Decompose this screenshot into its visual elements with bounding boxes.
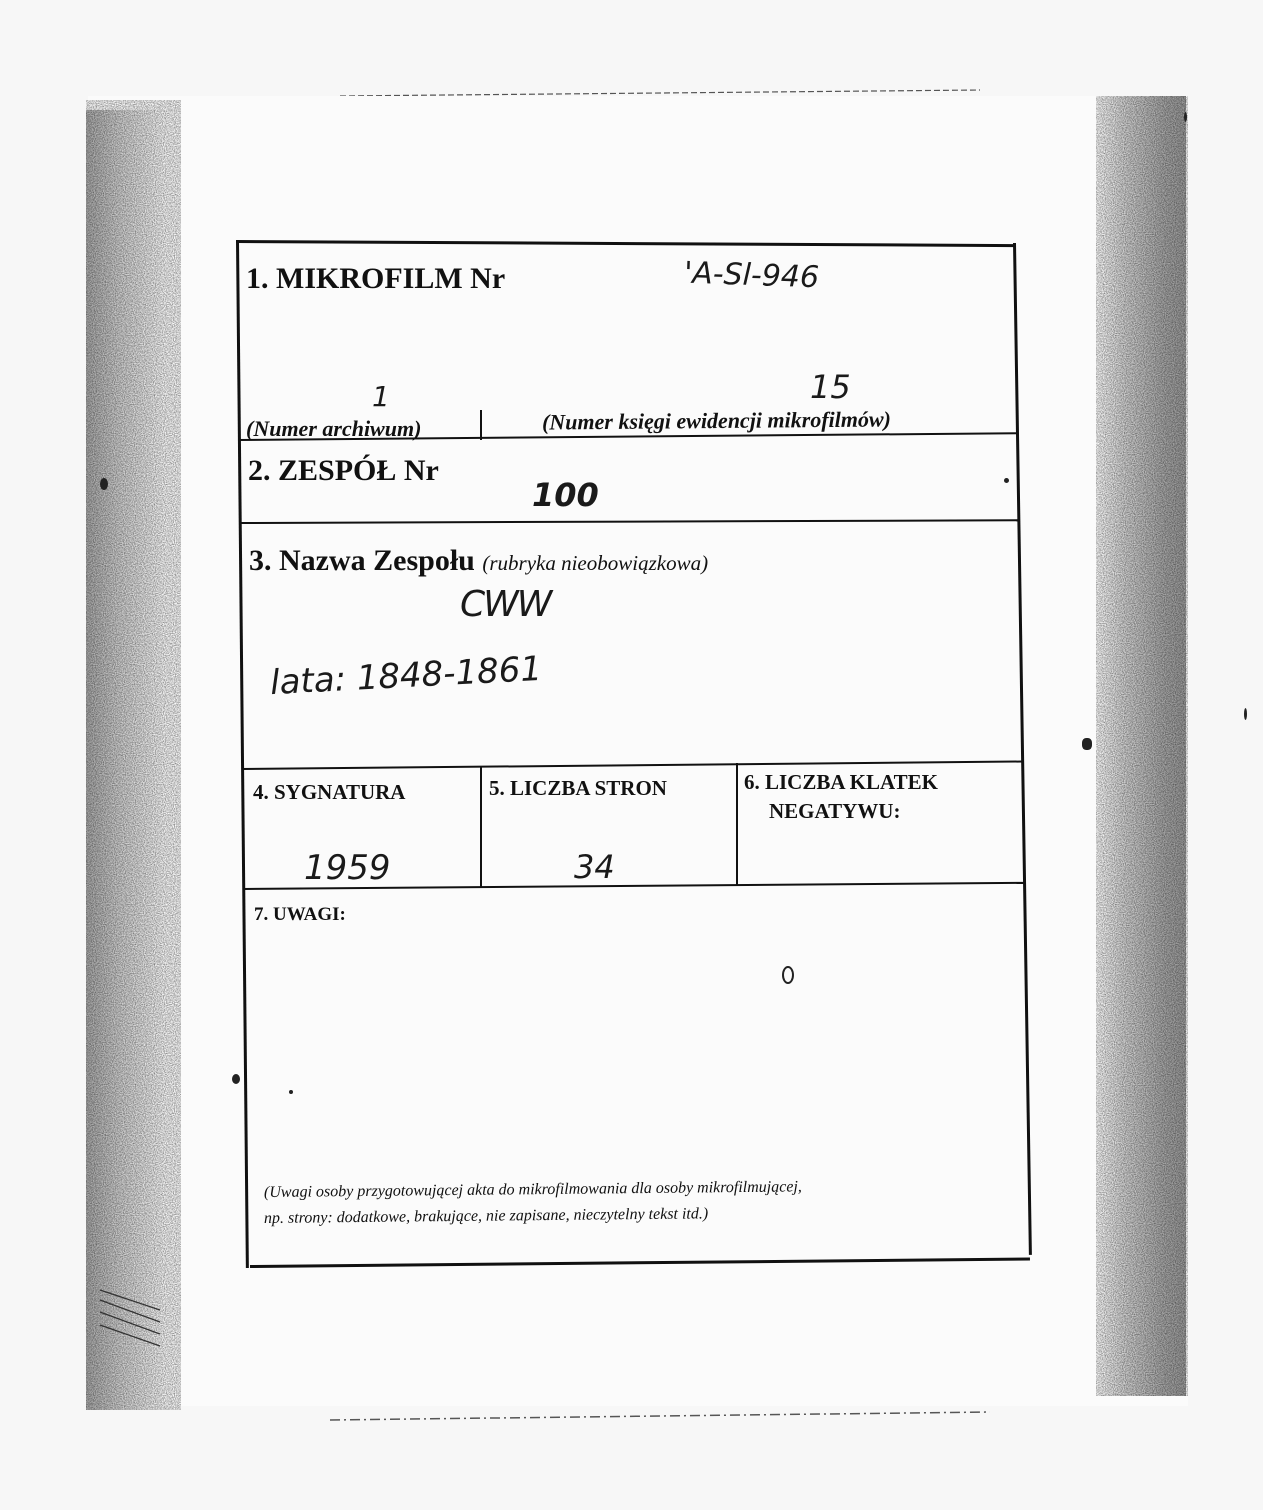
scan-speck <box>100 478 108 490</box>
nazwa-zespolu-title: 3. Nazwa Zespołu <box>249 544 475 577</box>
ledger-number-label: (Numer księgi ewidencji mikrofilmów) <box>541 406 892 435</box>
form-border-right <box>1013 243 1032 1255</box>
zespol-number-value: 100 <box>532 476 599 514</box>
nazwa-zespolu-value: CWW <box>460 584 551 625</box>
scan-speck <box>1004 478 1009 483</box>
nazwa-zespolu-heading <box>249 544 708 578</box>
form-border-top <box>236 240 1016 247</box>
scan-speck <box>1184 112 1187 122</box>
divider-section-2 <box>239 519 1019 524</box>
sygnatura-value: 1959 <box>304 848 391 888</box>
form-border-left <box>236 240 249 1268</box>
divider-section-3 <box>242 761 1022 770</box>
liczba-stron-value: 34 <box>574 848 615 886</box>
uwagi-note-line1: (Uwagi osoby przygotowującej akta do mikrofilmowania dla osoby mikrofilmującej, <box>263 1178 802 1201</box>
ledger-number-value: 15 <box>810 368 851 406</box>
scan-speck <box>1244 708 1247 720</box>
liczba-stron-heading: 5. LICZBA STRON <box>489 776 667 800</box>
liczba-klatek-heading-line1: 6. LICZBA KLATEK <box>744 770 938 794</box>
mikrofilm-handwritten-number: 'A-Sl-946 <box>683 255 820 296</box>
archive-number-label: (Numer archiwum) <box>246 416 422 441</box>
uwagi-note-line2: np. strony: dodatkowe, brakujące, nie zapisane, nieczytelny tekst itd.) <box>263 1205 709 1227</box>
scan-speck <box>1082 738 1092 750</box>
archive-number-value: 1 <box>372 380 390 413</box>
liczba-klatek-heading-line2: NEGATYWU: <box>769 799 901 823</box>
years-range-value: lata: 1848-1861 <box>269 648 543 704</box>
label-separator <box>480 410 482 440</box>
scan-speck <box>782 966 794 984</box>
mikrofilm-heading: 1. MIKROFILM Nr <box>246 262 506 295</box>
form-border-bottom <box>250 1258 1030 1268</box>
sygnatura-heading: 4. SYGNATURA <box>253 780 406 804</box>
scan-speck <box>232 1074 240 1084</box>
divider-col-1 <box>480 766 482 888</box>
scan-speck <box>289 1090 293 1094</box>
nazwa-zespolu-note: (rubryka nieobowiązkowa) <box>482 551 709 575</box>
zespol-heading: 2. ZESPÓŁ Nr <box>248 454 439 487</box>
divider-col-2 <box>736 763 738 885</box>
uwagi-heading: 7. UWAGI: <box>254 904 346 925</box>
